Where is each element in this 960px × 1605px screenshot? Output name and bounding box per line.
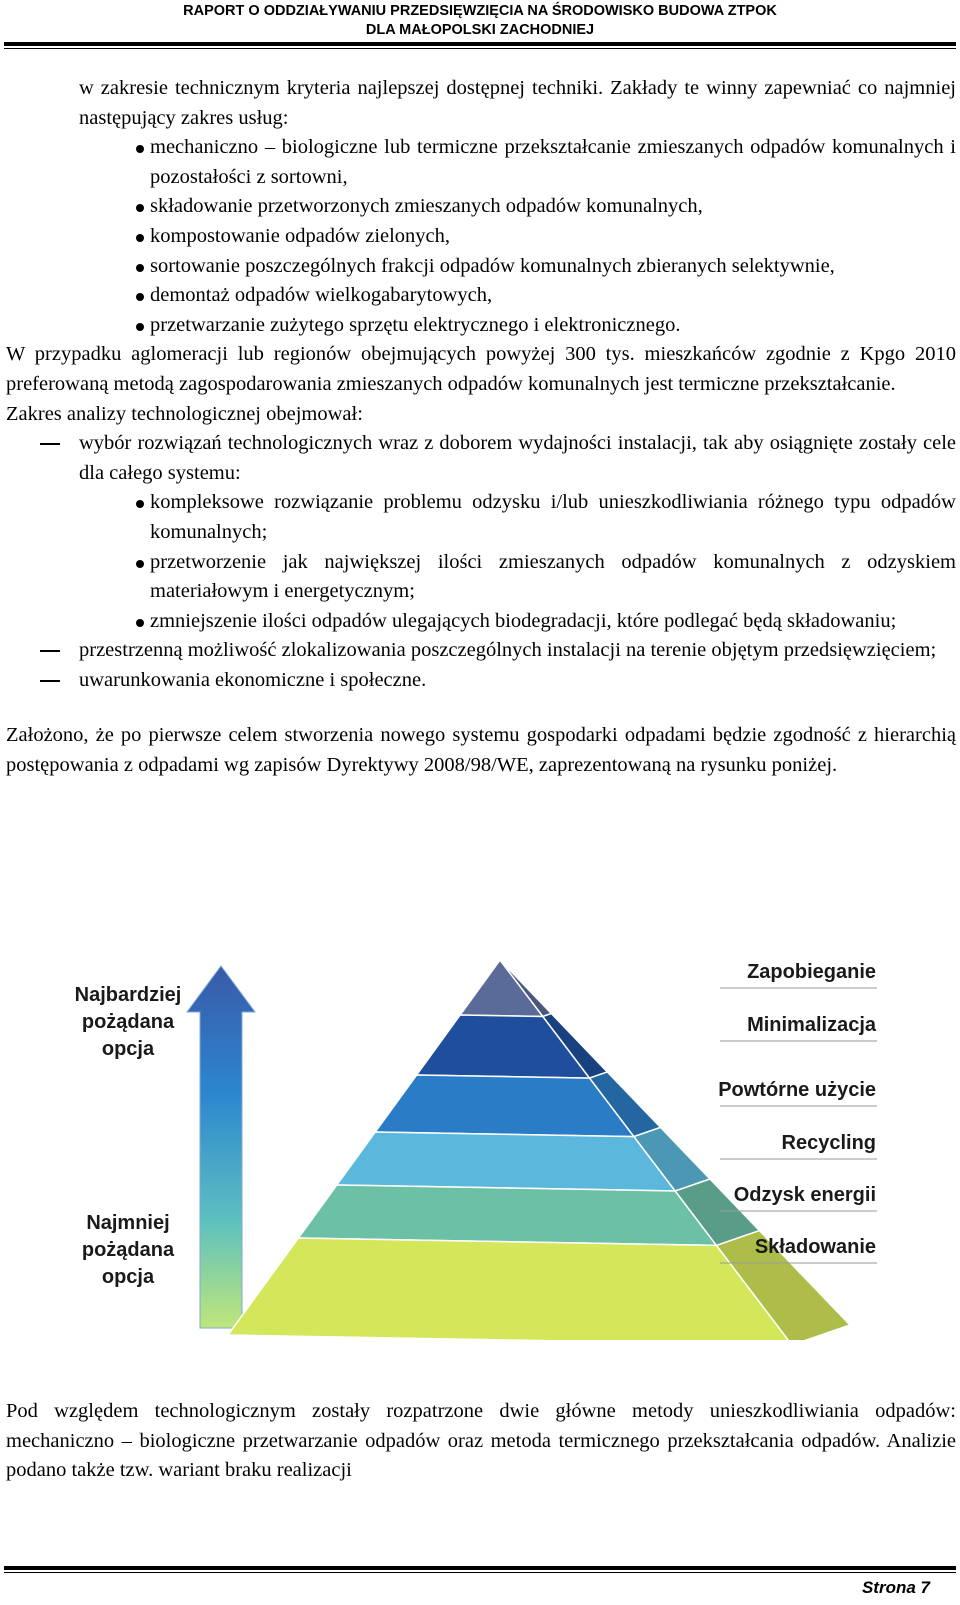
list-item: zmniejszenie ilości odpadów ulegających biodegradacji, które podlegać będą składowaniu; <box>6 607 956 637</box>
bullet-icon <box>136 293 144 301</box>
bullet-icon <box>136 145 144 153</box>
dash-icon <box>40 650 60 652</box>
header-title-line1: RAPORT O ODDZIAŁYWANIU PRZEDSIĘWZIĘCIA NA ŚRODOWISKO BUDOWA ZTPOK <box>183 3 777 19</box>
top-label: Najbardziej pożądana opcja <box>74 984 182 1060</box>
list-item: składowanie przetworzonych zmieszanych odpadów komunalnych, <box>6 192 956 222</box>
goals-list <box>6 488 956 636</box>
header-rule <box>4 42 956 46</box>
document-body-continued <box>6 1397 956 1486</box>
waste-hierarchy-figure <box>0 960 960 1340</box>
tier-label-landfill: Składowanie <box>754 1236 876 1258</box>
document-body <box>6 74 956 781</box>
pyramid-tier-front <box>417 1015 590 1078</box>
tier-label-minimization: Minimalizacja <box>747 1014 876 1036</box>
paragraph-scope: Zakres analizy technologicznej obejmował: <box>6 402 363 425</box>
paragraph-hierarchy: Założono, że po pierwsze celem stworzenia nowego systemu gospodarki odpadami będzie zgodność z hierarchią postępowania z odpadami wg zapisów Dyrektywy 2008/98/WE, zaprezentowaną na rysunku poniżej. <box>6 724 956 777</box>
tier-label-recycling: Recycling <box>781 1132 876 1154</box>
bullet-icon <box>136 500 144 508</box>
tier-label-energy-recovery: Odzysk energii <box>733 1184 876 1206</box>
tier-label-prevention: Zapobieganie <box>747 961 876 983</box>
list-item: sortowanie poszczególnych frakcji odpadów komunalnych zbieranych selektywnie, <box>6 252 956 282</box>
list-item: przestrzenną możliwość zlokalizowania poszczególnych instalacji na terenie objętym przedsięwzięciem; <box>6 636 956 666</box>
header-rule-thin <box>4 48 956 49</box>
paragraph-agglomeration: W przypadku aglomeracji lub regionów obejmujących powyżej 300 tys. mieszkańców zgodnie z Kpgo 2010 preferowaną metodą zagospodarowania zmieszanych odpadów komunalnych jest termiczne przekształcanie. <box>6 343 956 395</box>
page-number: Strona 7 <box>861 1578 930 1597</box>
dash-icon <box>40 680 60 682</box>
list-item: uwarunkowania ekonomiczne i społeczne. <box>6 666 956 696</box>
services-list <box>6 133 956 340</box>
footer-rule <box>4 1566 956 1570</box>
bullet-icon <box>136 204 144 212</box>
paragraph-intro: w zakresie technicznym kryteria najlepszej dostępnej techniki. Zakłady te winny zapewniać co najmniej następujący zakres usług: <box>79 77 956 129</box>
list-item: przetwarzanie zużytego sprzętu elektrycznego i elektronicznego. <box>6 311 956 341</box>
bottom-label: Najmniej pożądana opcja <box>81 1212 175 1288</box>
bullet-icon <box>136 560 144 568</box>
pyramid-tier-front <box>460 960 543 1016</box>
tier-label-reuse: Powtórne użycie <box>718 1079 876 1101</box>
bullet-icon <box>136 234 144 242</box>
list-item: kompostowanie odpadów zielonych, <box>6 222 956 252</box>
header-title-line2: DLA MAŁOPOLSKI ZACHODNIEJ <box>365 22 595 38</box>
bullet-icon <box>136 264 144 272</box>
dash-icon <box>40 443 60 445</box>
list-item: mechaniczno – biologiczne lub termiczne przekształcanie zmieszanych odpadów komunalnych i pozostałości z sortowni, <box>6 133 956 192</box>
list-item: demontaż odpadów wielkogabarytowych, <box>6 281 956 311</box>
list-item: przetworzenie jak największej ilości zmieszanych odpadów komunalnych z odzyskiem materiałowym i energetycznym; <box>6 548 956 607</box>
bullet-icon <box>136 323 144 331</box>
report-header <box>0 0 960 40</box>
list-item: wybór rozwiązań technologicznych wraz z doborem wydajności instalacji, tak aby osiągnięte zostały cele dla całego systemu: <box>6 429 956 488</box>
footer-rule-thin <box>4 1572 956 1573</box>
pyramid-tier-front <box>337 1132 675 1191</box>
bullet-icon <box>136 619 144 627</box>
paragraph-methods: Pod względem technologicznym zostały rozpatrzone dwie główne metody unieszkodliwiania odpadów: mechaniczno – biologiczne przetwarzanie odpadów oraz metoda termicznego przekształcania odpadów. Analizie podano także tzw. wariant braku realizacji <box>6 1400 956 1482</box>
list-item: kompleksowe rozwiązanie problemu odzysku i/lub unieszkodliwiania różnego typu odpadów komunalnych; <box>6 488 956 547</box>
